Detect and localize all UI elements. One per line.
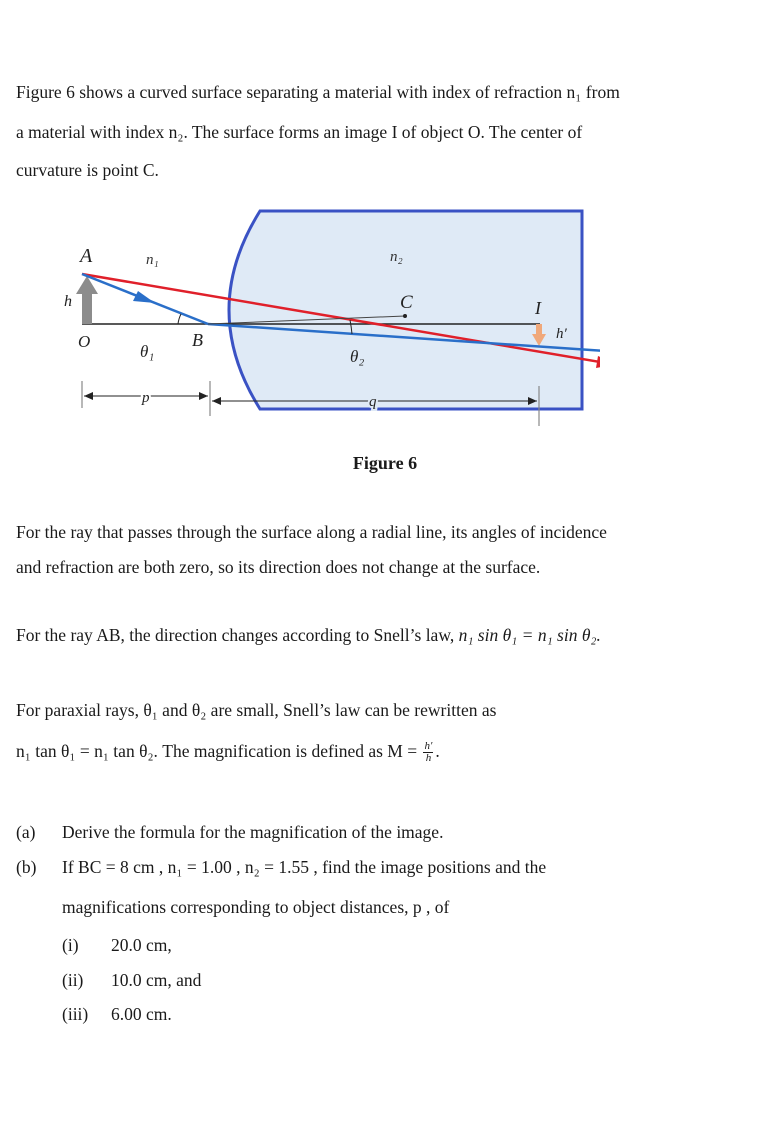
question-b-label: (b) bbox=[16, 857, 37, 877]
label-n2: n₂ bbox=[390, 249, 403, 265]
sub-question-iii-label: (iii) bbox=[62, 1004, 89, 1024]
object-arrow bbox=[76, 276, 98, 324]
paraxial-equation: n₁ tan θ₁ = n₁ tan θ₂. The magnification is defined as M = bbox=[16, 741, 418, 761]
label-theta2: θ₂ bbox=[350, 347, 365, 366]
intro-line-3: curvature is point C. bbox=[16, 160, 159, 180]
radial-line-1: For the ray that passes through the surface along a radial line, its angles of incidence bbox=[16, 522, 607, 542]
question-a-text: Derive the formula for the magnification of the image. bbox=[62, 822, 444, 842]
blue-ray-mid-arrowhead bbox=[133, 291, 155, 303]
magnification-fraction bbox=[423, 741, 433, 764]
label-q: q bbox=[369, 394, 377, 410]
theta1-arc bbox=[178, 314, 181, 324]
snell-prefix: For the ray AB, the direction changes according to Snell’s law, bbox=[16, 625, 455, 645]
sub-question-ii-text: 10.0 cm, and bbox=[111, 970, 202, 990]
figure-caption: Figure 6 bbox=[352, 453, 418, 473]
label-A: A bbox=[80, 245, 93, 267]
fraction-denominator: h bbox=[425, 752, 432, 765]
paraxial-line-1: For paraxial rays, θ₁ and θ₂ are small, Snell’s law can be rewritten as bbox=[16, 700, 497, 720]
label-h-prime: h′ bbox=[556, 326, 567, 342]
intro-line-2: a material with index n₂. The surface forms an image I of object O. The center of bbox=[16, 122, 583, 142]
label-p: p bbox=[142, 390, 150, 406]
question-b-text-1: If BC = 8 cm , n₁ = 1.00 , n₂ = 1.55 , find the image positions and the bbox=[62, 857, 547, 877]
label-n1: n₁ bbox=[146, 252, 159, 268]
snell-line bbox=[16, 625, 601, 646]
p-arrow-left bbox=[84, 392, 93, 400]
paraxial-end: . bbox=[435, 741, 440, 761]
label-I: I bbox=[535, 298, 541, 318]
sub-question-i-label: (i) bbox=[62, 935, 79, 955]
intro-line-1: Figure 6 shows a curved surface separating a material with index of refraction n₁ from bbox=[16, 82, 620, 102]
q-arrow-left bbox=[212, 397, 221, 405]
refraction-diagram bbox=[60, 206, 600, 431]
p-arrow-right bbox=[199, 392, 208, 400]
sub-question-ii-label: (ii) bbox=[62, 970, 84, 990]
label-theta1: θ₁ bbox=[140, 342, 155, 361]
center-point bbox=[403, 314, 407, 318]
radial-line-2: and refraction are both zero, so its direction does not change at the surface. bbox=[16, 557, 541, 577]
label-B: B bbox=[192, 330, 203, 350]
paraxial-line-2 bbox=[16, 741, 440, 764]
snell-equation: n₁ sin θ₁ = n₁ sin θ₂. bbox=[458, 625, 601, 645]
sub-question-i-text: 20.0 cm, bbox=[111, 935, 172, 955]
sub-question-iii-text: 6.00 cm. bbox=[111, 1004, 172, 1024]
label-O: O bbox=[78, 332, 91, 351]
label-C: C bbox=[400, 292, 413, 313]
question-b-text-2: magnifications corresponding to object distances, p , of bbox=[62, 897, 450, 917]
label-h: h bbox=[64, 293, 72, 310]
question-a-label: (a) bbox=[16, 822, 36, 842]
fraction-numerator: h′ bbox=[424, 740, 433, 753]
